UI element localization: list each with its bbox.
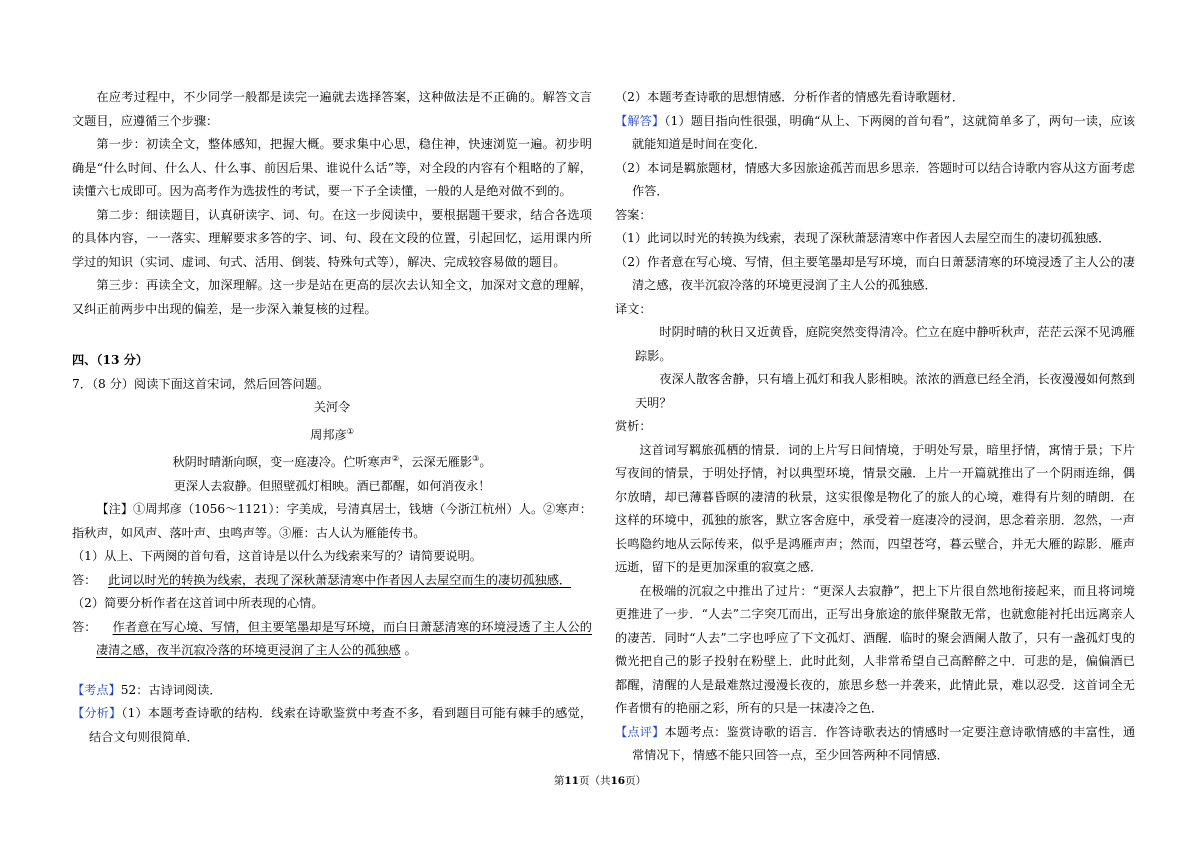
answer-label: 答案： <box>615 207 652 222</box>
poem-title: 关河令 <box>313 400 351 414</box>
appreciation-label: 赏析： <box>615 419 652 433</box>
step-three-paragraph: 第三步：再读全文，加深理解。这一步是站在更高的层次去认知全文，加深对文意的理解，又纠正前两步中出现的偏差，是一步深入兼复核的过程。 <box>72 278 592 316</box>
question-1: （1）从上、下两阕的首句看，这首诗是以什么为线索来写的？请简要说明。 <box>72 549 482 564</box>
kaodian-label: 【考点】 <box>72 682 121 697</box>
poem-line-2: 更深人去寂静。但照壁孤灯相映。酒已都醒，如何消夜永！ <box>173 478 491 493</box>
section-heading: 四、（13 分） <box>72 353 149 367</box>
intro-paragraph: 在应考过程中，不少同学一般都是读完一遍就去选择答案，这种做法是不正确的。解答文言文题目，应遵循三个步骤： <box>72 90 592 128</box>
translation-line-2: 夜深人散客舍静，只有墙上孤灯和我人影相映。浓浓的酒意已经全消，长夜漫漫如何熬到天明？ <box>635 372 1135 410</box>
poem-author: 周邦彦① <box>310 426 354 442</box>
answer-1: 答： 此词以时光的转换为线索，表现了深秋萧瑟清寒中作者因人去屋空而生的凄切孤独感． <box>72 572 572 587</box>
page-number: 11 <box>564 775 579 787</box>
dianping-label: 【点评】 <box>615 724 665 739</box>
jieda-paragraph-2: （2）本词是羁旅题材，情感大多因旅途孤苦而思乡思亲．答题时可以结合诗歌内容从这方面考虑作答． <box>615 160 1135 198</box>
question-2: （2）简要分析作者在这首词中所表现的心情。 <box>72 596 324 611</box>
fenxi-label: 【分析】 <box>72 706 122 721</box>
answer-paragraph-1: （1）此词以时光的转换为线索，表现了深秋萧瑟清寒中作者因人去屋空而生的凄切孤独感． <box>615 231 1111 245</box>
dianping-paragraph: 【点评】本题考点：鉴赏诗歌的语言．作答诗歌表达的情感时一定要注意诗歌情感的丰富性，通常情况下，情感不能只回答一点，至少回答两种不同情感． <box>615 724 1136 762</box>
fenxi-paragraph: 【分析】（1）本题考查诗歌的结构．线索在诗歌鉴赏中考查不多，看到题目可能有棘手的感觉，结合文句则很简单． <box>72 706 593 744</box>
right-column <box>615 86 1135 768</box>
page-total: 16 <box>610 775 626 787</box>
answer-paragraph-2: （2）作者意在写心境、写情，但主要笔墨却是写环境，而白日萧瑟清寒的环境浸透了主人公的凄清之感，夜半沉寂冷落的环境更浸润了主人公的孤独感． <box>615 254 1135 292</box>
fenxi-part-2: （2）本题考查诗歌的思想情感．分析作者的情感先看诗歌题材． <box>615 90 965 104</box>
poem-note: 【注】①周邦彦（1056～1121）：字美成，号清真居士，钱塘（今浙江杭州）人。②寒声：指秋声，如风声、落叶声、虫鸣声等。③雁：古人认为雁能传书。 <box>72 502 592 540</box>
step-one-paragraph: 第一步：初读全文，整体感知，把握大概。要求集中心思，稳住神，快速浏览一遍。初步明确是“什么时间、什么人、什么事、前因后果、谁说什么话”等，对全段的内容有个粗略的了解，读懂六七成即可。因为高考作为选拔性的考试，要一下子全读懂，一般的人是绝对做不到的。 <box>72 137 592 198</box>
poem-line-1: 秋阴时晴渐向暝，变一庭凄冷。伫听寒声②，云深无雁影③。 <box>172 454 492 470</box>
answer-2: 答： 作者意在写心境、写情，但主要笔墨却是写环境，而白日萧瑟清寒的环境浸透了主人公的凄清之感，夜半沉寂冷落的环境更浸润了主人公的孤独感 。 <box>72 619 592 658</box>
kaodian-line: 【考点】52：古诗词阅读． <box>72 682 222 697</box>
page-footer: 第11页（共16页） <box>553 775 647 787</box>
appreciation-paragraph-2: 在极端的沉寂之中推出了过片：“更深人去寂静”，把上下片很自然地衔接起来，而且将词境更推进了一步．“人去”二字突兀而出，正写出身旅途的旅伴聚散无常，也就愈能衬托出远离亲人的凄苦．同时“人去”二字也呼应了下文孤灯、酒醒．临时的聚会酒阑人散了，只有一盏孤灯曳的微光把自己的影子投射在粉壁上．此时此刻，人非常希望自己高醉醉之中．可悲的是，偏偏酒已都醒，清醒的人是最难熬过漫漫长夜的，旅思乡愁一并袭来，此情此景，难以忍受．这首词全无作者惯有的艳丽之彩，所有的只是一抹凄冷之色． <box>615 583 1135 715</box>
appreciation-paragraph-1: 这首词写羁旅孤栖的情景．词的上片写日间情境，于明处写景，暗里抒情，寓情于景；下片写夜间的情景，于明处抒情，衬以典型环境，情景交融．上片一开篇就推出了一个阴雨连绵，偶尔放晴，却已薄暮昏暝的凄清的秋景，这实很像是物化了的旅人的心境，难得有片刻的晴朗．在这样的环境中，孤独的旅客，默立客舍庭中，承受着一庭凄冷的浸润，思念着亲朋．忽然，一声长鸣隐约地从云际传来，似乎是鸿雁声声；然而，四望苍穹，暮云壁合，并无大雁的踪影．雁声远逝，留下的是更加深重的寂寞之感． <box>615 442 1135 574</box>
jieda-paragraph-1: 【解答】（1）题目指向性很强，明确“从上、下两阕的首句看”，这就简单多了，两句一读，应该就能知道是时间在变化． <box>615 113 1135 151</box>
translation-line-1: 时阴时晴的秋日又近黄昏，庭院突然变得清冷。伫立在庭中静听秋声，茫茫云深不见鸿雁踪影。 <box>635 325 1135 363</box>
translation-label: 译文： <box>615 301 652 316</box>
question-intro: 7．（8 分）阅读下面这首宋词，然后回答问题。 <box>72 376 330 391</box>
jieda-label: 【解答】 <box>615 113 665 128</box>
left-column <box>72 86 592 749</box>
translation-block <box>615 321 1135 415</box>
step-two-paragraph: 第二步：细读题目，认真研读字、词、句。在这一步阅读中，要根据题干要求，结合各选项的具体内容，一一落实、理解要求多答的字、词、句、段在文段的位置，引起回忆，运用课内所学过的知识（实词、虚词、句式、活用、倒装、特殊句式等），解决、完成较容易做的题目。 <box>72 207 592 269</box>
